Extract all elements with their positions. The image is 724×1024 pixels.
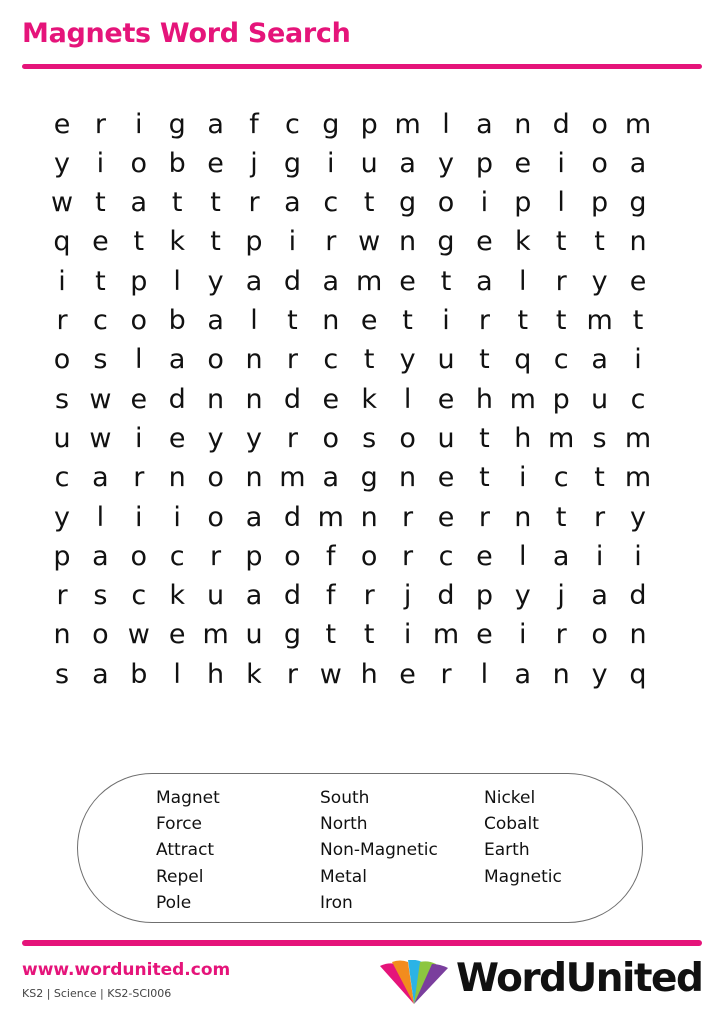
grid-letter: t [479,344,490,376]
grid-letter: p [475,147,493,179]
grid-letter: s [54,658,70,690]
grid-letter: h [207,658,225,690]
grid-letter: t [479,462,490,494]
grid-letter: r [56,580,68,612]
grid-letter: g [629,187,647,219]
wordunited-fan-logo-icon [378,960,450,1006]
grid-letter: r [210,540,222,572]
grid-letter: a [322,462,340,494]
grid-letter: e [53,108,71,140]
grid-letter: t [555,305,567,336]
word-list-item: Magnet [156,788,220,808]
grid-letter: m [509,383,536,415]
grid-letter: k [169,580,185,612]
grid-letter: m [394,108,421,140]
grid-letter: o [399,422,416,454]
grid-letter: n [399,462,417,494]
grid-letter: g [322,108,340,140]
page-title: Magnets Word Search [22,18,351,49]
grid-letter: o [437,187,455,219]
grid-letter: r [594,501,606,533]
grid-letter: p [591,187,609,219]
grid-letter: l [519,540,527,572]
grid-letter: o [207,501,224,533]
word-list-item: Attract [156,840,215,861]
grid-letter: o [591,147,608,179]
grid-letter: d [283,501,301,533]
grid-letter: n [53,619,71,651]
grid-letter: i [135,108,143,140]
word-list-item: Repel [156,866,204,887]
grid-letter: p [475,580,493,612]
grid-letter: s [54,383,70,415]
grid-letter: f [249,108,259,140]
grid-letter: e [399,658,416,690]
word-list-item: Iron [320,892,353,913]
grid-letter: o [207,344,224,376]
grid-letter: a [168,344,186,376]
grid-letter: r [56,305,68,336]
grid-letter: r [555,619,567,651]
grid-letter: n [245,383,263,415]
grid-letter: g [399,187,417,219]
grid-letter: g [360,462,378,494]
grid-letter: t [594,226,605,258]
grid-letter: m [548,422,575,454]
word-list-item: Non-Magnetic [320,840,438,861]
grid-letter: n [629,226,647,258]
grid-letter: e [629,265,647,297]
grid-letter: h [360,658,378,690]
word-list-column-1 [156,785,220,916]
grid-letter: e [437,501,455,533]
grid-letter: m [624,422,652,454]
grid-letter: d [283,265,301,297]
grid-letter: t [517,305,529,336]
grid-letter: f [326,540,336,572]
grid-letter: o [92,619,109,651]
grid-letter: o [284,540,301,572]
grid-letter: c [553,344,569,376]
grid-letter: y [514,580,531,612]
grid-letter: a [284,187,301,219]
grid-letter: y [54,501,70,533]
grid-letter: a [245,501,263,533]
grid-letter: w [50,187,74,219]
grid-letter: a [207,305,224,336]
word-list-column-2 [320,785,438,916]
grid-letter: r [133,462,145,494]
grid-letter: l [173,265,181,297]
grid-letter: u [53,422,71,454]
grid-letter: t [133,226,145,258]
grid-letter: y [207,422,224,454]
grid-letter: g [283,619,301,651]
grid-letter: c [92,305,108,336]
grid-letter: a [130,187,148,219]
grid-letter: n [552,658,570,690]
grid-letter: e [130,383,148,415]
grid-letter: j [557,580,565,612]
grid-letter: o [53,344,71,376]
grid-letter: i [519,462,527,494]
grid-letter: g [437,226,455,258]
grid-letter: l [96,501,105,533]
word-list-item: Pole [156,892,192,913]
grid-letter: t [210,187,221,219]
grid-letter: y [399,344,416,376]
grid-letter: l [173,658,181,690]
grid-letter: b [168,147,186,179]
grid-letter: c [54,462,70,494]
grid-letter: b [168,305,186,336]
grid-letter: u [437,422,455,454]
grid-letter: w [89,383,112,415]
grid-letter: t [287,305,298,336]
grid-letter: r [555,265,567,297]
grid-letter: q [514,344,532,376]
grid-letter: c [323,187,339,219]
grid-letter: r [286,422,298,454]
grid-letter: y [54,147,70,179]
grid-letter: d [437,580,455,612]
grid-letter: p [53,540,71,572]
grid-letter: j [250,147,258,179]
grid-letter: u [207,580,225,612]
grid-letter: e [399,265,416,297]
grid-letter: d [552,108,570,140]
grid-letter: b [130,658,148,690]
grid-letter: e [207,147,224,179]
grid-letter: y [591,265,608,297]
grid-letter: m [356,265,383,297]
grid-letter: y [438,147,454,179]
grid-letter: d [283,580,301,612]
word-list-item: North [320,814,368,835]
grid-letter: c [131,580,147,612]
grid-letter: r [248,187,260,219]
grid-letter: e [476,540,493,572]
grid-letter: a [552,540,570,572]
word-list-column-3 [484,785,562,890]
grid-letter: i [58,265,66,297]
grid-letter: r [286,658,298,690]
grid-letter: a [476,265,493,297]
grid-letter: u [591,383,609,415]
grid-letter: a [245,265,263,297]
grid-letter: i [327,147,335,179]
grid-letter: n [168,462,186,494]
grid-letter: a [629,147,647,179]
grid-letter: h [514,422,532,454]
grid-letter: i [96,147,105,179]
grid-letter: r [286,344,298,376]
grid-letter: e [168,619,186,651]
grid-letter: t [555,226,567,258]
grid-letter: t [363,187,375,219]
grid-letter: i [403,619,412,651]
word-list-item: Nickel [484,788,536,808]
grid-letter: g [283,147,301,179]
grid-letter: a [399,147,416,179]
grid-letter: s [93,344,108,376]
grid-letter: r [363,580,375,612]
website-link[interactable]: www.wordunited.com [22,960,231,980]
grid-letter: p [245,540,263,572]
word-list-item: Metal [320,866,367,887]
grid-letter: u [245,619,263,651]
grid-letter: c [553,462,569,494]
grid-letter: e [437,462,455,494]
grid-letter: c [438,540,454,572]
grid-letter: t [440,265,452,297]
footer-divider [22,940,702,946]
grid-letter: i [557,147,565,179]
grid-letter: i [288,226,297,258]
grid-letter: n [245,462,263,494]
word-list-item: Earth [484,840,530,861]
grid-letter: a [245,580,263,612]
grid-letter: d [168,383,186,415]
grid-letter: r [94,108,106,140]
grid-letter: y [591,658,608,690]
grid-letter: a [591,580,608,612]
grid-letter: p [360,108,378,140]
grid-letter: k [246,658,262,690]
grid-letter: r [478,305,490,336]
grid-letter: w [89,422,112,454]
grid-letter: t [479,422,490,454]
grid-letter: o [130,147,148,179]
grid-letter: l [557,187,565,219]
grid-letter: m [432,619,460,651]
grid-letter: p [130,265,148,297]
grid-letter: s [362,422,377,454]
grid-letter: t [632,305,644,336]
grid-letter: l [519,265,527,297]
grid-letter: r [440,658,452,690]
grid-letter: p [552,383,570,415]
grid-letter: i [135,422,143,454]
grid-letter: l [480,658,489,690]
grid-letter: t [95,187,106,219]
grid-letter: t [95,265,106,297]
grid-letter: s [592,422,607,454]
grid-letter: t [402,305,413,336]
grid-letter: e [322,383,340,415]
grid-letter: u [437,344,455,376]
grid-letter: i [595,540,604,572]
grid-letter: t [210,226,221,258]
grid-letter: n [514,108,532,140]
grid-letter: p [245,226,263,258]
grid-letter: l [135,344,143,376]
grid-letter: a [591,344,608,376]
grid-letter: r [325,226,337,258]
grid-letter: i [519,619,527,651]
grid-letter: r [478,501,490,533]
grid-letter: f [326,580,336,612]
grid-letter: a [92,658,109,690]
grid-letter: w [319,658,342,690]
grid-letter: o [322,422,340,454]
word-list-item: South [320,788,370,808]
grid-letter: l [403,383,412,415]
grid-letter: y [630,501,646,533]
grid-letter: e [92,226,109,258]
grid-letter: a [207,108,224,140]
grid-letter: s [93,580,108,612]
grid-letter: e [514,147,532,179]
grid-letter: o [360,540,378,572]
grid-letter: c [323,344,339,376]
grid-letter: a [92,540,109,572]
grid-letter: w [127,619,150,651]
grid-letter: e [168,422,186,454]
grid-letter: r [402,501,414,533]
grid-letter: a [514,658,532,690]
grid-letter: t [171,187,183,219]
grid-letter: n [514,501,532,533]
grid-letter: p [514,187,532,219]
grid-letter: m [279,462,306,494]
grid-letter: t [363,619,375,651]
grid-letter: w [358,226,381,258]
grid-letter: l [442,108,450,140]
grid-letter: n [245,344,263,376]
grid-letter: t [325,619,337,651]
grid-letter: q [629,658,647,690]
grid-letter: t [594,462,605,494]
grid-letter: d [629,580,647,612]
grid-letter: i [135,501,143,533]
word-list-item: Cobalt [484,814,539,835]
grid-letter: m [202,619,229,651]
grid-letter: o [130,305,148,336]
grid-letter: m [624,108,652,140]
grid-letter: c [284,108,300,140]
grid-letter: k [169,226,185,258]
grid-letter: h [475,383,493,415]
word-list-item: Magnetic [484,866,562,887]
worksheet-meta: KS2 | Science | KS2-SCI006 [22,987,172,1000]
grid-letter: o [207,462,224,494]
grid-letter: n [360,501,378,533]
grid-letter: g [168,108,186,140]
grid-letter: t [363,344,375,376]
grid-letter: n [399,226,417,258]
grid-letter: t [555,501,567,533]
grid-letter: u [360,147,378,179]
grid-letter: o [591,619,608,651]
grid-letter: m [624,462,652,494]
grid-letter: q [53,226,71,258]
grid-letter: a [476,108,493,140]
grid-letter: i [442,305,450,336]
grid-letter: e [437,383,455,415]
grid-letter: m [586,305,613,336]
grid-letter: o [130,540,148,572]
grid-letter: y [207,265,224,297]
grid-letter: j [403,580,412,612]
grid-letter: k [514,226,531,258]
grid-letter: d [283,383,301,415]
grid-letter: c [169,540,185,572]
word-list-item: Force [156,814,202,835]
grid-letter: y [246,422,262,454]
grid-letter: o [591,108,608,140]
grid-letter: i [173,501,181,533]
grid-letter: e [476,619,493,651]
grid-letter: n [322,305,340,336]
brand-logo-text: WordUnited [456,956,703,1001]
grid-letter: a [322,265,340,297]
grid-letter: i [634,540,642,572]
grid-letter: n [629,619,647,651]
grid-letter: l [250,305,258,336]
grid-letter: k [361,383,377,415]
grid-letter: c [630,383,646,415]
grid-letter: r [402,540,414,572]
grid-letter: a [92,462,109,494]
grid-letter: i [480,187,489,219]
grid-letter: n [207,383,225,415]
grid-letter: e [476,226,493,258]
grid-letter: i [634,344,642,376]
grid-letter: e [360,305,378,336]
grid-letter: m [317,501,344,533]
